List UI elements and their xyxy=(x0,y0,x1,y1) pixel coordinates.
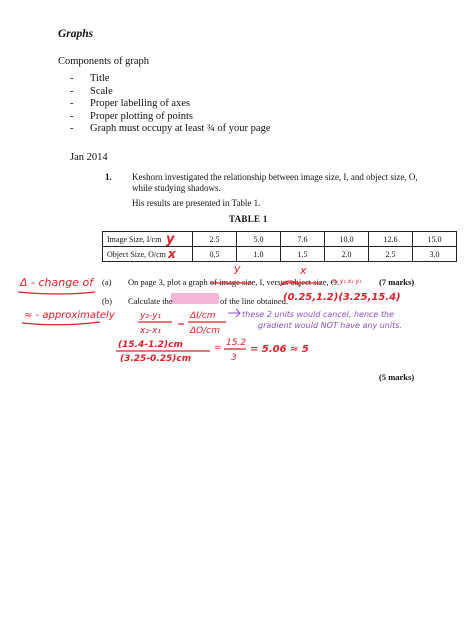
list-item: - Title xyxy=(70,73,271,86)
table-cell: 10.0 xyxy=(325,232,369,247)
delta-denominator: ΔO/cm xyxy=(190,326,220,336)
list-item: - Graph must occupy at least ¾ of your page xyxy=(70,123,271,136)
part-b-text-before: Calculate the xyxy=(128,296,173,306)
margin-note-approx: ≈ - approximately xyxy=(24,310,115,321)
table-row xyxy=(103,232,457,247)
table-cell: 7.6 xyxy=(281,232,325,247)
exam-date: Jan 2014 xyxy=(70,152,108,163)
highlight-mark xyxy=(171,293,219,304)
table-cell: 0.5 xyxy=(193,247,237,262)
row-label: Image Size, I/cm xyxy=(103,232,193,247)
calc-result: = 5.06 ≈ 5 xyxy=(250,344,309,355)
formula-numerator: y₂-y₁ xyxy=(140,311,162,321)
list-item: - Scale xyxy=(70,86,271,99)
table-cell: 2.5 xyxy=(193,232,237,247)
table-cell: 5.0 xyxy=(237,232,281,247)
part-b-marks: (5 marks) xyxy=(379,372,415,382)
part-b-label: (b) xyxy=(102,296,112,306)
results-text: His results are presented in Table 1. xyxy=(132,198,261,208)
components-list xyxy=(70,73,271,136)
part-a-text: On page 3, plot a graph of image size, I, versus object size, O. xyxy=(128,277,340,287)
table-cell: 12.6 xyxy=(369,232,413,247)
margin-underline-2 xyxy=(22,322,100,325)
table-cell: 2.5 xyxy=(369,247,413,262)
row-tag-image: y xyxy=(166,232,175,247)
table-cell: 1.0 xyxy=(237,247,281,262)
units-note-line-2: gradient would NOT have any units. xyxy=(258,321,402,330)
purple-arrow xyxy=(228,309,240,317)
calc-denominator: (3.25-0.25)cm xyxy=(120,354,192,364)
axis-tag-y: y xyxy=(234,262,241,275)
axis-tag-x: x xyxy=(300,264,307,277)
table-row xyxy=(103,247,457,262)
chosen-points: (0.25,1.2)(3.25,15.4) xyxy=(283,292,401,303)
calc-fraction-denominator: 3 xyxy=(231,353,237,363)
table-cell: 2.0 xyxy=(325,247,369,262)
part-a-label: (a) xyxy=(102,277,112,287)
table-cell: 3.0 xyxy=(413,247,457,262)
part-a-marks: (7 marks) xyxy=(379,277,415,287)
table-title: TABLE 1 xyxy=(229,214,268,224)
table-cell: 1.5 xyxy=(281,247,325,262)
page-heading: Graphs xyxy=(58,28,94,40)
question-text: Keshorn investigated the relationship between image size, I, and object size, O, while studying shadows. xyxy=(132,172,418,193)
formula-denominator: x₂-x₁ xyxy=(140,326,162,336)
calc-numerator: (15.4-1.2)cm xyxy=(118,340,183,350)
row-tag-object: x xyxy=(168,247,176,261)
delta-numerator: ΔI/cm xyxy=(190,311,216,321)
calc-equals: = xyxy=(214,343,222,353)
list-item: - Proper plotting of points xyxy=(70,111,271,124)
table-cell: 15.0 xyxy=(413,232,457,247)
results-table xyxy=(102,231,457,262)
coordinate-labels: x₁ y₁ x₂ y₂ xyxy=(332,278,362,285)
calc-fraction-numerator: 15.2 xyxy=(226,338,247,348)
question-number: 1. xyxy=(105,172,112,182)
components-title: Components of graph xyxy=(58,56,149,67)
units-note-line-1: these 2 units would cancel, hence the xyxy=(242,310,395,319)
list-item: - Proper labelling of axes xyxy=(70,98,271,111)
handwritten-strokes xyxy=(18,281,322,351)
margin-note-delta: Δ - change of xyxy=(20,276,94,289)
part-b-text-after: of the line obtained. xyxy=(220,296,288,306)
margin-underline-1 xyxy=(18,292,95,294)
row-label: Object Size, O/cm xyxy=(103,247,193,262)
